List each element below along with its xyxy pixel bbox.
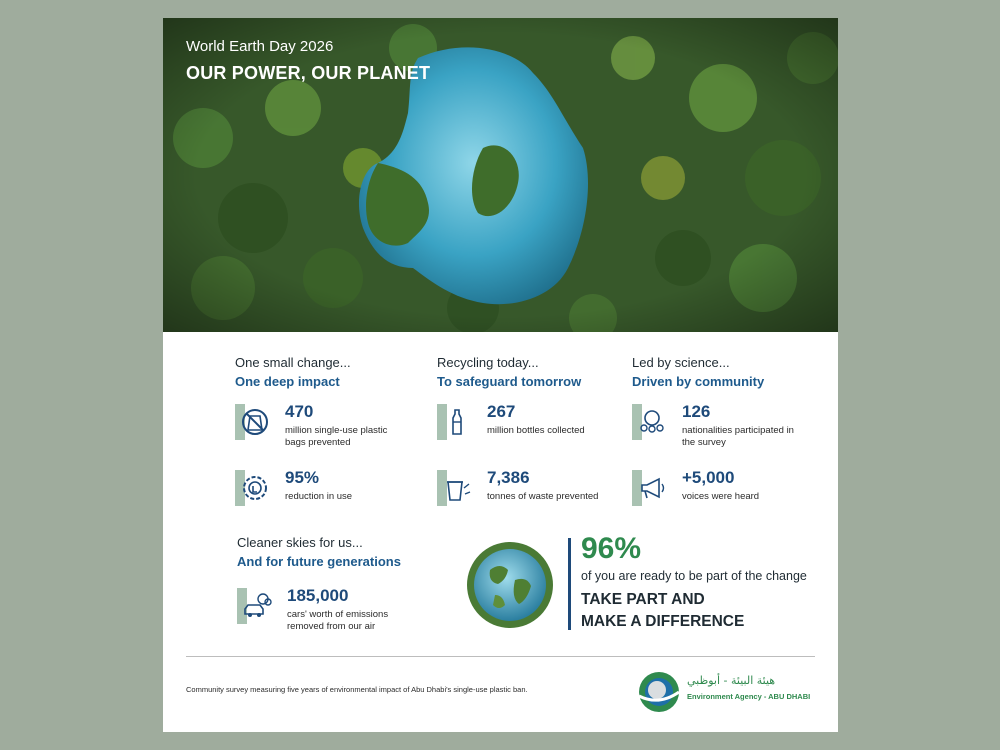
stat-description: voices were heard — [682, 491, 760, 502]
hero-kicker: World Earth Day 2026 — [186, 38, 334, 55]
hero-title: OUR POWER, OUR PLANET — [186, 63, 431, 83]
stat-description: million single-use plastic bags prevented — [285, 425, 388, 448]
skies-heading-line2: And for future generations — [237, 554, 401, 569]
stat-value: +5,000 — [682, 468, 735, 487]
waste-bin-icon — [437, 470, 473, 506]
skies-heading-line1: Cleaner skies for us... — [237, 535, 363, 550]
stat-value: 185,000 — [287, 586, 349, 605]
highlight-percent: 96% — [581, 532, 642, 565]
column-heading-line2: To safeguard tomorrow — [437, 374, 582, 389]
skies-heading — [237, 533, 401, 571]
stat-value: 126 — [682, 402, 711, 421]
column-heading-line1: Recycling today... — [437, 355, 539, 370]
stat-description: million bottles collected — [487, 425, 585, 436]
recycle-gear-icon — [235, 470, 271, 506]
megaphone-icon — [632, 470, 668, 506]
logo-arabic-text: هيئة البيئة - أبوظبي — [687, 674, 776, 687]
environment-agency-logo — [637, 668, 817, 716]
column-heading-line1: Led by science... — [632, 355, 730, 370]
stat-description: cars' worth of emissions removed from our air — [287, 609, 389, 632]
no-plastic-bag-icon — [235, 404, 271, 440]
stat-value: 95% — [285, 468, 320, 487]
cta-line2: MAKE A DIFFERENCE — [581, 613, 745, 630]
bottle-icon — [437, 404, 473, 440]
stat-value: 267 — [487, 402, 516, 421]
column-heading-plastic — [235, 353, 351, 391]
people-globe-icon — [632, 404, 668, 440]
highlight-description: of you are ready to be part of the change — [581, 569, 807, 583]
column-heading-line1: One small change... — [235, 355, 351, 370]
stat-description: tonnes of waste prevented — [487, 491, 599, 502]
column-heading-line2: One deep impact — [235, 374, 340, 389]
highlight-divider — [568, 538, 571, 630]
column-heading-science — [632, 353, 764, 391]
cta-line1: TAKE PART AND — [581, 591, 705, 608]
call-to-action — [581, 589, 744, 633]
car-emission-icon — [237, 588, 273, 624]
stat-description: reduction in use — [285, 491, 353, 502]
column-heading-line2: Driven by community — [632, 374, 765, 389]
infographic-card — [163, 18, 838, 732]
stat-description: nationalities participated in the survey — [682, 425, 794, 448]
stat-value: 470 — [285, 402, 314, 421]
footer-note: Community survey measuring five years of environmental impact of Abu Dhabi's single-use plastic ban. — [186, 685, 528, 694]
column-heading-recycling — [437, 353, 581, 391]
globe-image — [465, 540, 555, 630]
hero-image — [163, 18, 838, 332]
logo-english-text: Environment Agency - ABU DHABI — [687, 692, 811, 701]
footer-divider — [186, 656, 815, 657]
stat-value: 7,386 — [487, 468, 530, 487]
agency-emblem-icon — [637, 670, 681, 714]
